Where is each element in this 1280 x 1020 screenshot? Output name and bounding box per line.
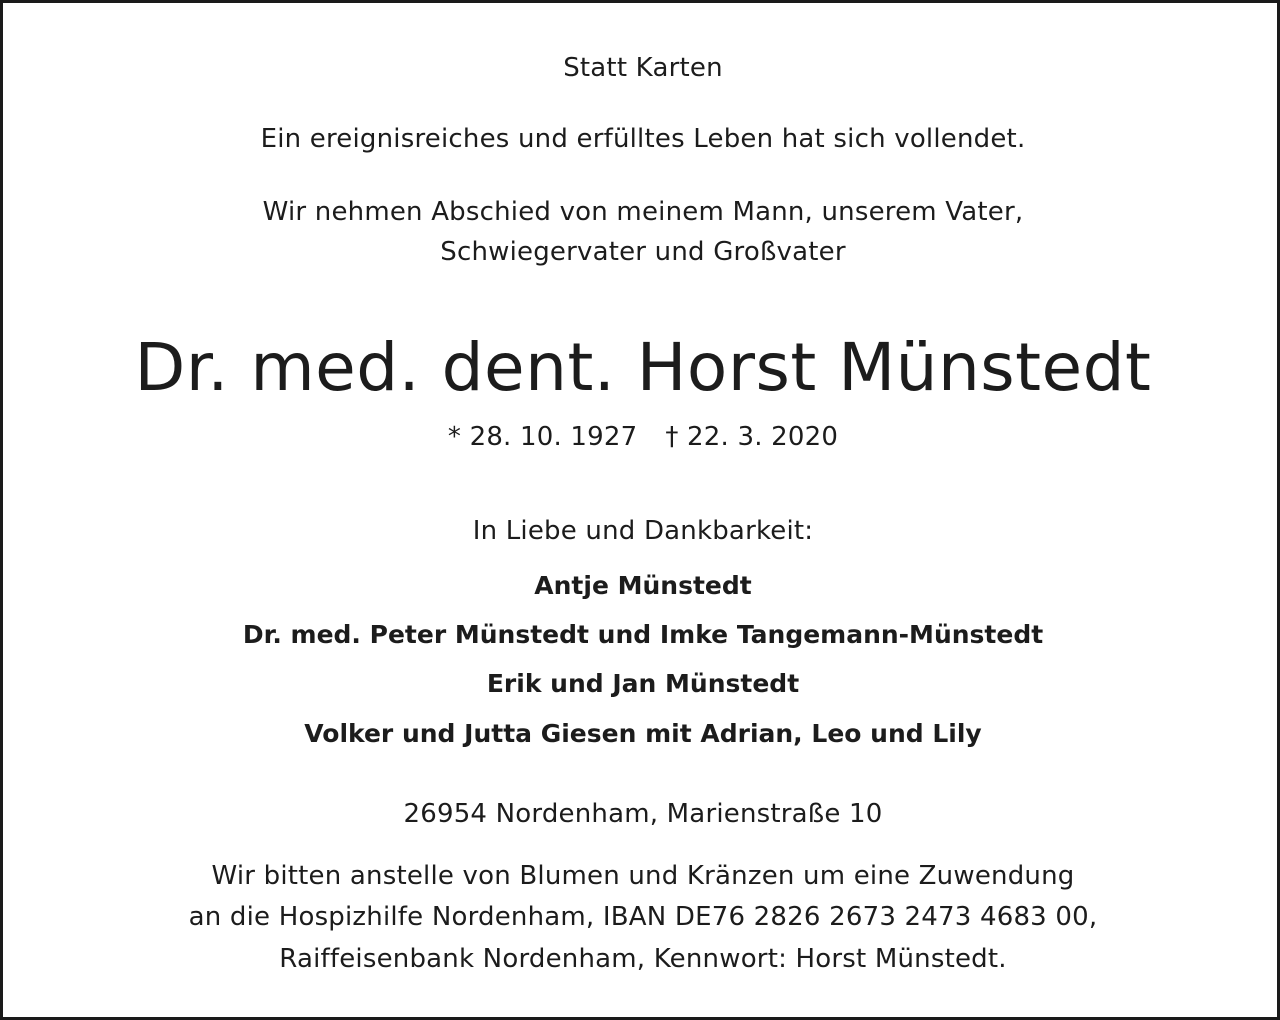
notice-heading: Statt Karten: [563, 53, 723, 83]
address-text: 26954 Nordenham, Marienstraße 10: [403, 799, 883, 829]
mourner-line-3: Erik und Jan Münstedt: [486, 669, 800, 698]
dedication-text: In Liebe und Dankbarkeit:: [472, 516, 814, 546]
life-dates: [3, 417, 1280, 457]
donation-line-3: Raiffeisenbank Nordenham, Kennwort: Horst Münstedt.: [279, 944, 1007, 974]
birth-date: * 28. 10. 1927: [447, 422, 638, 452]
mourner-line-4: Volker und Jutta Giesen mit Adrian, Leo und Lily: [304, 719, 982, 748]
intro-text: Ein ereignisreiches und erfülltes Leben hat sich vollendet.: [260, 124, 1026, 154]
mourner-line-2: Dr. med. Peter Münstedt und Imke Tangemann-Münstedt: [242, 620, 1044, 649]
deceased-name: Dr. med. dent. Horst Münstedt: [134, 329, 1152, 406]
mourner-line-1: Antje Münstedt: [534, 571, 752, 600]
donation-line-1: Wir bitten anstelle von Blumen und Kränzen um eine Zuwendung: [211, 861, 1075, 891]
farewell-line-2: Schwiegervater und Großvater: [440, 237, 846, 267]
donation-line-2: an die Hospizhilfe Nordenham, IBAN DE76 2826 2673 2473 4683 00,: [188, 902, 1098, 932]
death-date: † 22. 3. 2020: [665, 422, 839, 452]
farewell-line-1: Wir nehmen Abschied von meinem Mann, unserem Vater,: [262, 197, 1024, 227]
